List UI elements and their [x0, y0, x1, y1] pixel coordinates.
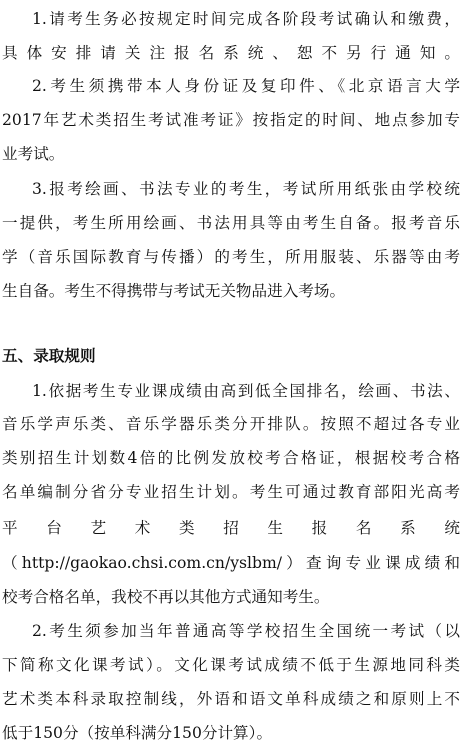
paragraph-line: 一提供，考生所用绘画、书法用具等由考生自备。报考音乐	[2, 214, 460, 232]
paragraph-line: 低于150分（按单科满分150分计算）。	[2, 724, 273, 742]
paragraph-line: 具体安排请关注报名系统、恕不另行通知。	[2, 44, 460, 62]
section-heading: 五、录取规则	[2, 346, 96, 365]
paragraph-line: 2.考生须携带本人身份证及复印件、《北京语言大学	[32, 77, 460, 95]
paragraph-line: 3.报考绘画、书法专业的考生，考试所用纸张由学校统	[32, 180, 460, 198]
paragraph-line: 1.依据考生专业课成绩由高到低全国排名，绘画、书法、	[32, 382, 460, 400]
paragraph-line: （http://gaokao.chsi.com.cn/yslbm/）查询专业课成绩和	[2, 554, 460, 572]
paragraph-line: 2.考生须参加当年普通高等学校招生全国统一考试（以	[32, 622, 460, 640]
paragraph-line: 音乐学声乐类、音乐学器乐类分开排队。按照不超过各专业	[2, 415, 460, 433]
paragraph-line: 生自备。考生不得携带与考试无关物品进入考场。	[2, 282, 346, 300]
paragraph-line: 类别招生计划数4倍的比例发放校考合格证，根据校考合格	[2, 449, 460, 467]
paragraph-line: 下简称文化课考试）。文化课考试成绩不低于生源地同科类	[2, 656, 460, 674]
paragraph-line: 业考试。	[2, 145, 65, 163]
paragraph-line: 2017年艺术类招生考试准考证》按指定的时间、地点参加专	[2, 111, 460, 129]
paragraph-line: 学（音乐国际教育与传播）的考生，所用服装、乐器等由考	[2, 248, 460, 266]
paragraph-line: 艺术类本科录取控制线，外语和语文单科成绩之和原则上不	[2, 690, 460, 708]
paragraph-line: 平台艺术类招生报名系统	[2, 519, 460, 537]
paragraph-line: 校考合格名单，我校不再以其他方式通知考生。	[2, 588, 330, 606]
paragraph-line: 名单编制分省分专业招生计划。考生可通过教育部阳光高考	[2, 483, 460, 501]
paragraph-line: 1.请考生务必按规定时间完成各阶段考试确认和缴费，	[32, 10, 460, 28]
